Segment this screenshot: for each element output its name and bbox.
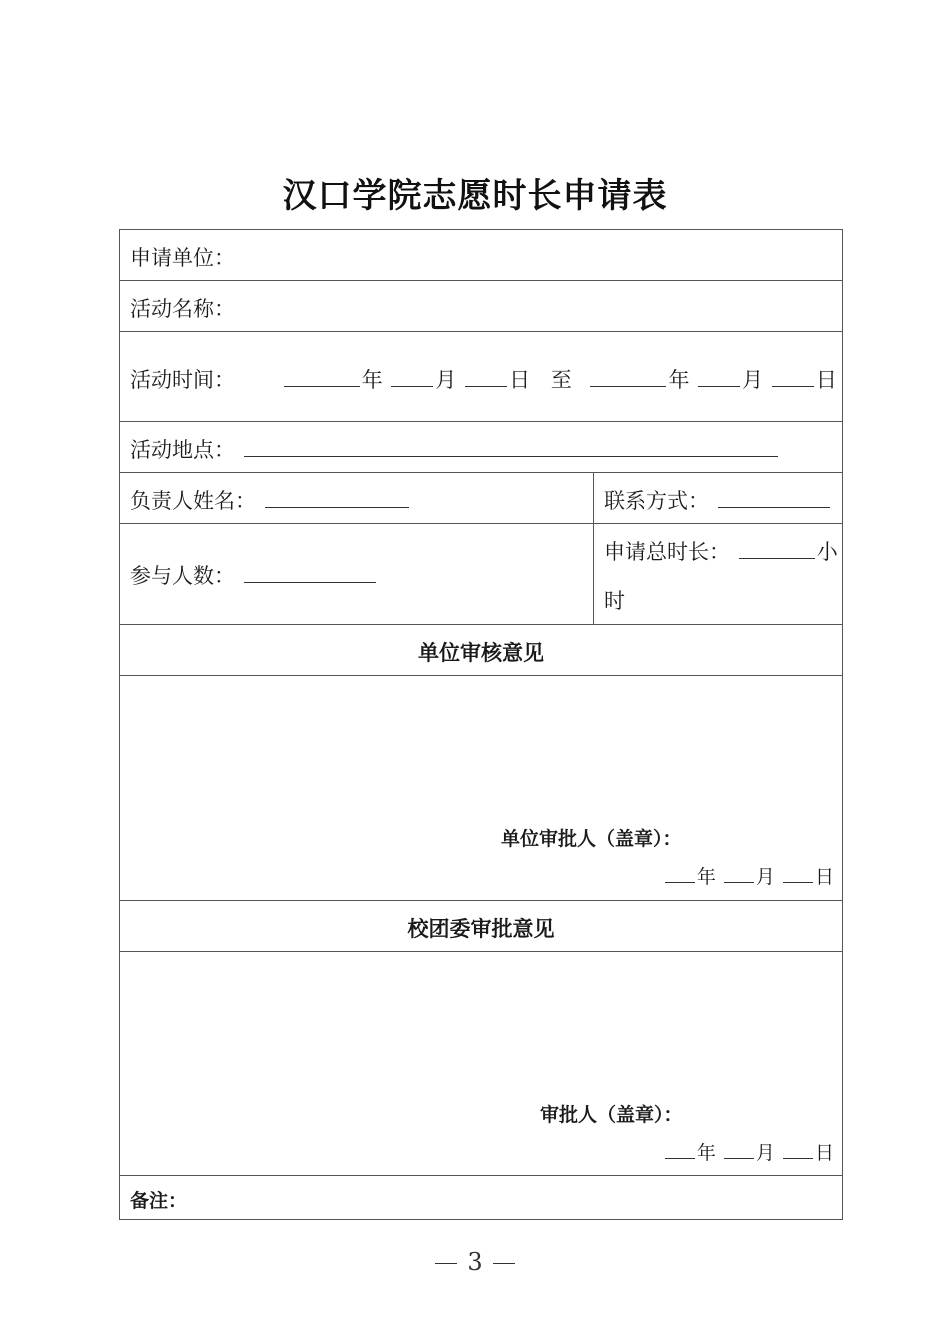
unit-review-year-blank[interactable] xyxy=(665,864,695,883)
applicant-unit-label: 申请单位： xyxy=(130,246,235,270)
leader-name-blank[interactable] xyxy=(265,487,409,508)
row-unit-review-body xyxy=(120,676,842,901)
application-form xyxy=(119,229,843,1220)
form-title: 汉口学院志愿时长申请表 xyxy=(282,176,668,216)
start-day-blank[interactable] xyxy=(465,366,507,387)
leader-name-label: 负责人姓名： xyxy=(130,489,256,513)
dash-left xyxy=(435,1263,457,1264)
participants-line xyxy=(130,560,378,590)
row-activity-name xyxy=(120,281,842,332)
leader-name-line xyxy=(130,485,411,515)
unit-review-day-blank[interactable] xyxy=(783,864,813,883)
league-review-day-blank[interactable] xyxy=(783,1140,813,1159)
participants-blank[interactable] xyxy=(244,562,376,583)
start-month-blank[interactable] xyxy=(391,366,433,387)
league-review-year-blank[interactable] xyxy=(665,1140,695,1159)
row-remarks xyxy=(120,1176,842,1220)
contact-label: 联系方式： xyxy=(604,489,709,513)
unit-review-day-label: 日 xyxy=(814,866,834,888)
start-month-label: 月 xyxy=(435,368,457,392)
row-activity-time xyxy=(120,332,842,422)
contact-line xyxy=(604,485,832,515)
column-divider xyxy=(593,524,594,624)
activity-time-line xyxy=(130,364,837,394)
league-review-month-label: 月 xyxy=(755,1142,775,1164)
contact-blank[interactable] xyxy=(718,487,830,508)
league-review-heading: 校团委审批意见 xyxy=(407,916,555,941)
activity-name-label: 活动名称： xyxy=(130,297,235,321)
start-day-label: 日 xyxy=(509,368,531,392)
total-hours-line xyxy=(604,536,838,566)
activity-time-label: 活动时间： xyxy=(130,368,235,392)
total-hours-unit-part1: 小 xyxy=(816,540,838,564)
unit-review-year-label: 年 xyxy=(696,866,716,888)
page-number xyxy=(0,1248,950,1276)
row-leader-contact xyxy=(120,473,842,524)
end-day-blank[interactable] xyxy=(772,366,814,387)
participants-label: 参与人数： xyxy=(130,564,235,588)
row-unit-review-heading xyxy=(120,625,842,676)
row-participants-hours xyxy=(120,524,842,625)
league-review-date xyxy=(663,1138,834,1165)
unit-review-date xyxy=(663,862,834,889)
league-review-month-blank[interactable] xyxy=(724,1140,754,1159)
total-hours-blank[interactable] xyxy=(739,538,815,559)
column-divider xyxy=(593,473,594,523)
league-review-year-label: 年 xyxy=(696,1142,716,1164)
end-month-blank[interactable] xyxy=(698,366,740,387)
start-year-blank[interactable] xyxy=(284,366,360,387)
unit-review-month-label: 月 xyxy=(755,866,775,888)
total-hours-unit-part2: 时 xyxy=(604,589,625,613)
row-applicant-unit xyxy=(120,230,842,281)
league-approver-label: 审批人（盖章）： xyxy=(540,1104,683,1126)
dash-right xyxy=(493,1263,515,1264)
end-month-label: 月 xyxy=(742,368,764,392)
league-review-day-label: 日 xyxy=(814,1142,834,1164)
end-year-label: 年 xyxy=(668,368,690,392)
row-activity-location xyxy=(120,422,842,473)
unit-review-month-blank[interactable] xyxy=(724,864,754,883)
unit-approver-label: 单位审批人（盖章）： xyxy=(501,828,682,850)
activity-location-blank[interactable] xyxy=(244,436,778,457)
end-year-blank[interactable] xyxy=(590,366,666,387)
start-year-label: 年 xyxy=(361,368,383,392)
end-day-label: 日 xyxy=(815,368,837,392)
unit-review-heading: 单位审核意见 xyxy=(418,640,544,665)
row-league-review-heading xyxy=(120,901,842,952)
row-league-review-body xyxy=(120,952,842,1176)
activity-location-label: 活动地点： xyxy=(130,438,235,462)
to-label: 至 xyxy=(550,368,572,392)
activity-location-line xyxy=(130,434,780,464)
remarks-label: 备注： xyxy=(130,1190,188,1212)
page-number-value: 3 xyxy=(467,1248,483,1276)
total-hours-label: 申请总时长： xyxy=(604,540,730,564)
